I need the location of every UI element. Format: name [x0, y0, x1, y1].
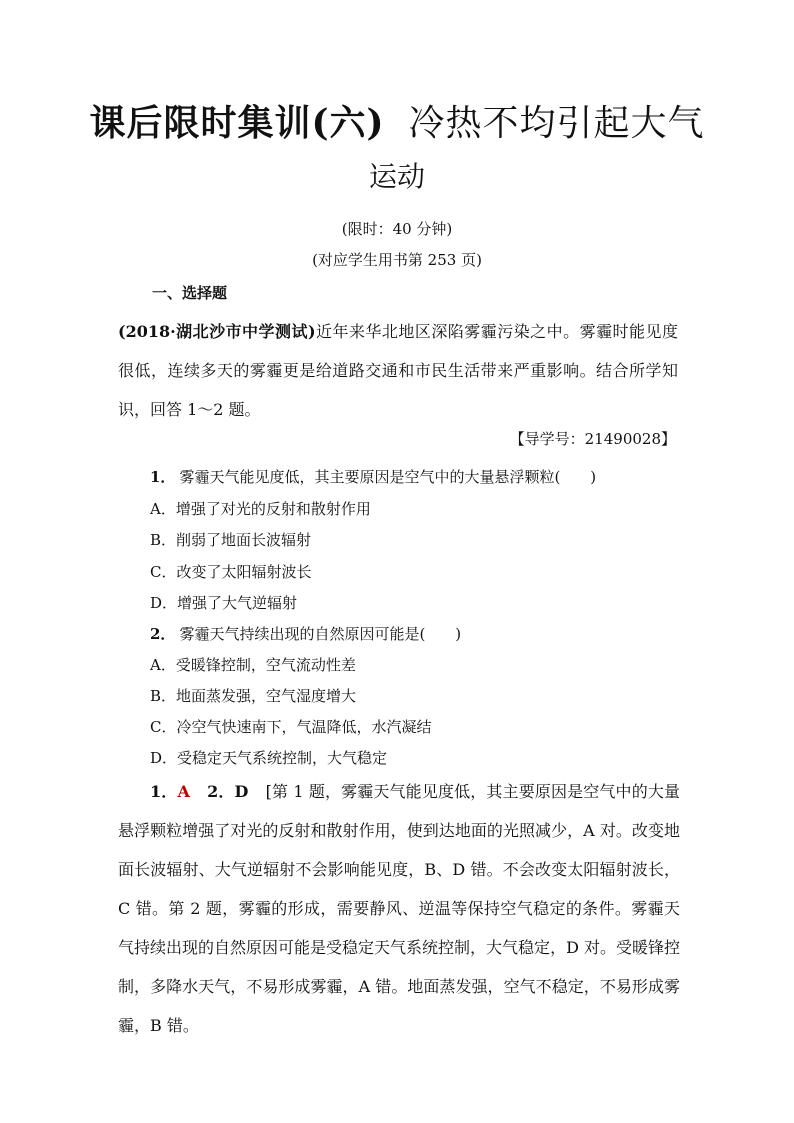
- intro-text: 近年来华北地区深陷雾霾污染之中。雾霾时能见度很低，连续多天的雾霾更是给道路交通和市民生活带来严重影响。结合所学知识，回答 1～2 题。: [118, 322, 678, 419]
- time-limit: (限时：40 分钟): [341, 220, 453, 238]
- question-intro: [118, 312, 678, 429]
- section-heading: 一、选择题: [152, 284, 228, 302]
- page-title: [0, 95, 794, 146]
- title-subtitle: 冷热不均引起大气: [408, 103, 705, 144]
- guide-number: 【导学号：21490028】: [509, 430, 676, 448]
- question-1-option-b: B．削弱了地面长波辐射: [150, 531, 312, 549]
- answer-2-choice: D: [234, 782, 249, 801]
- book-reference: (对应学生用书第 253 页): [312, 251, 482, 269]
- question-2-option-c: C．冷空气快速南下，气温降低，水汽凝结: [150, 718, 432, 736]
- answer-1-number: 1．: [150, 782, 178, 801]
- question-2-option-a: A．受暖锋控制，空气流动性差: [150, 656, 356, 674]
- question-number: 2．: [150, 625, 176, 643]
- question-1-option-d: D．增强了大气逆辐射: [150, 594, 298, 612]
- question-2-option-d: D．受稳定天气系统控制，大气稳定: [150, 749, 388, 767]
- title-second-line: 运动: [368, 160, 425, 193]
- question-number: 1．: [150, 468, 176, 486]
- question-2-stem: 2． 雾霾天气持续出现的自然原因可能是( ): [150, 625, 462, 643]
- answer-2-number: 2．: [207, 782, 235, 801]
- question-2-option-b: B．地面蒸发强，空气湿度增大: [150, 687, 357, 705]
- answer-1-choice: A: [177, 782, 190, 801]
- explanation-text: [第 1 题，雾霾天气能见度低，其主要原因是空气中的大量悬浮颗粒增强了对光的反射和散射作用，使到达地面的光照减少，A 对。改变地面长波辐射、大气逆辐射不会影响能见度，B、D 错。不会改变太阳辐射波长，C 错。第 2 题，雾霾的形成，需要静风、逆温等保持空气稳定的条件。雾霾天气持续出现的自然原因可能是受稳定天气系统控制，大气稳定，D 对。受暖锋控制，多降水天气，不易形成雾霾，A 错。地面蒸发强，空气不稳定，不易形成雾霾，B 错。: [118, 782, 680, 1035]
- answer-explanation: [118, 772, 680, 1045]
- question-1-stem: 1． 雾霾天气能见度低，其主要原因是空气中的大量悬浮颗粒( ): [150, 468, 597, 486]
- question-1-option-c: C．改变了太阳辐射波长: [150, 563, 312, 581]
- intro-source: (2018·湖北沙市中学测试): [118, 322, 316, 341]
- title-main: 课后限时集训(六): [89, 102, 385, 144]
- question-1-option-a: A．增强了对光的反射和散射作用: [150, 500, 371, 518]
